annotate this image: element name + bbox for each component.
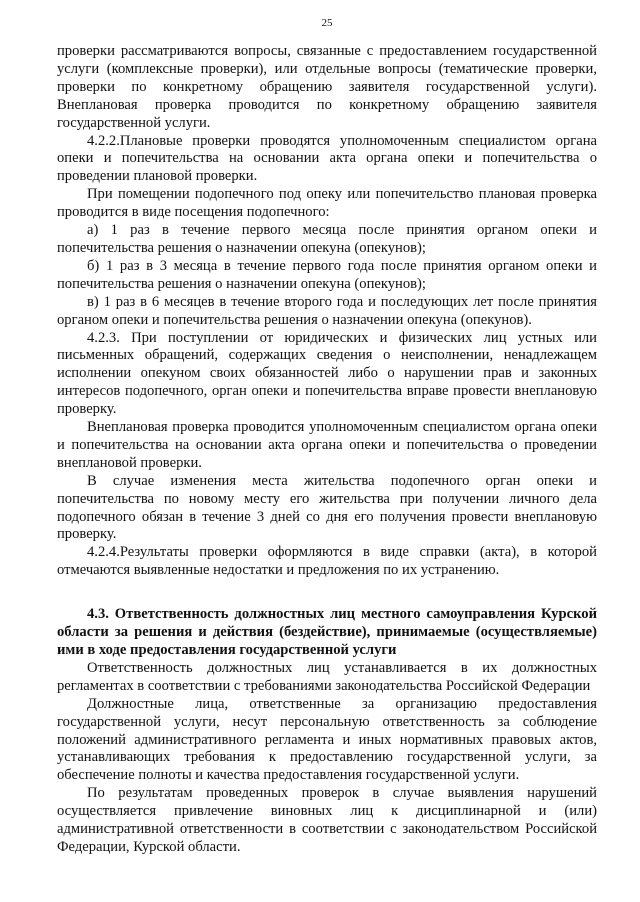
paragraph-responsibility: Ответственность должностных лиц устанавливается в их должностных регламентах в соответствии с требованиями законодательства Российской Федерации: [57, 659, 597, 694]
list-item-a: а) 1 раз в течение первого месяца после принятия органом опеки и попечительства решения о назначении опекуна (опекунов);: [57, 222, 597, 256]
paragraph-4-2-3: 4.2.3. При поступлении от юридических и физических лиц устных или письменных обращений, содержащих сведения о неисполнении, ненадлежащем исполнении опекуном своих обязанностей либо о нарушении прав и законных интересов подопечного, орган опеки и попечительства вправе провести внеплановую проверку.: [57, 329, 597, 418]
paragraph-residence-change: В случае изменения места жительства подопечного орган опеки и попечительства по новому месту его жительства при получении личного дела подопечного обязан в течение 3 дней со дня его получения провести внеплановую проверку.: [57, 472, 597, 543]
paragraph-inspection-results: По результатам проведенных проверок в случае выявления нарушений осуществляется привлечение виновных лиц к дисциплинарной и (или) административной ответственности в соответствии с законодательством Российской Федерации, Курской области.: [57, 785, 597, 855]
document-body: [57, 43, 597, 857]
page-number: 25: [321, 17, 333, 29]
paragraph-planned-visit: При помещении подопечного под опеку или попечительство плановая проверка проводится в виде посещения подопечного:: [57, 186, 597, 221]
paragraph-unplanned-check: Внеплановая проверка проводится уполномоченным специалистом органа опеки и попечительства на основании акта органа опеки и попечительства о проведении внеплановой проверки.: [57, 419, 597, 471]
list-item-b: б) 1 раз в 3 месяца в течение первого года после принятия органом опеки и попечительства решения о назначении опекуна (опекунов);: [57, 257, 597, 292]
paragraph-4-2-4: 4.2.4.Результаты проверки оформляются в виде справки (акта), в которой отмечаются выявленные недостатки и предложения по их устранению.: [57, 544, 597, 579]
paragraph-officials: Должностные лица, ответственные за организацию предоставления государственной услуги, несут персональную ответственность за соблюдение положений административного регламента и иных нормативных правовых актов, устанавливающих требования к предоставлению государственной услуги, за обеспечение полноты и качества предоставления государственной услуги.: [57, 695, 597, 784]
section-heading-4-3: 4.3. Ответственность должностных лиц местного самоуправления Курской области за решения и действия (бездействие), принимаемые (осуществляемые) ими в ходе предоставления государственной услуги: [57, 606, 597, 658]
paragraph-4-2-2: 4.2.2.Плановые проверки проводятся уполномоченным специалистом органа опеки и попечительства на основании акта органа опеки и попечительства о проведении плановой проверки.: [57, 132, 597, 185]
paragraph-continuation: проверки рассматриваются вопросы, связанные с предоставлением государственной услуги (комплексные проверки), или отдельные вопросы (тематические проверки, проверки по конкретному обращению заявителя государственной услуги). Внеплановая проверка проводится по конкретному обращению заявителя государственной услуги.: [57, 43, 597, 131]
list-item-v: в) 1 раз в 6 месяцев в течение второго года и последующих лет после принятия органом опеки и попечительства решения о назначении опекуна (опекунов).: [57, 293, 597, 328]
